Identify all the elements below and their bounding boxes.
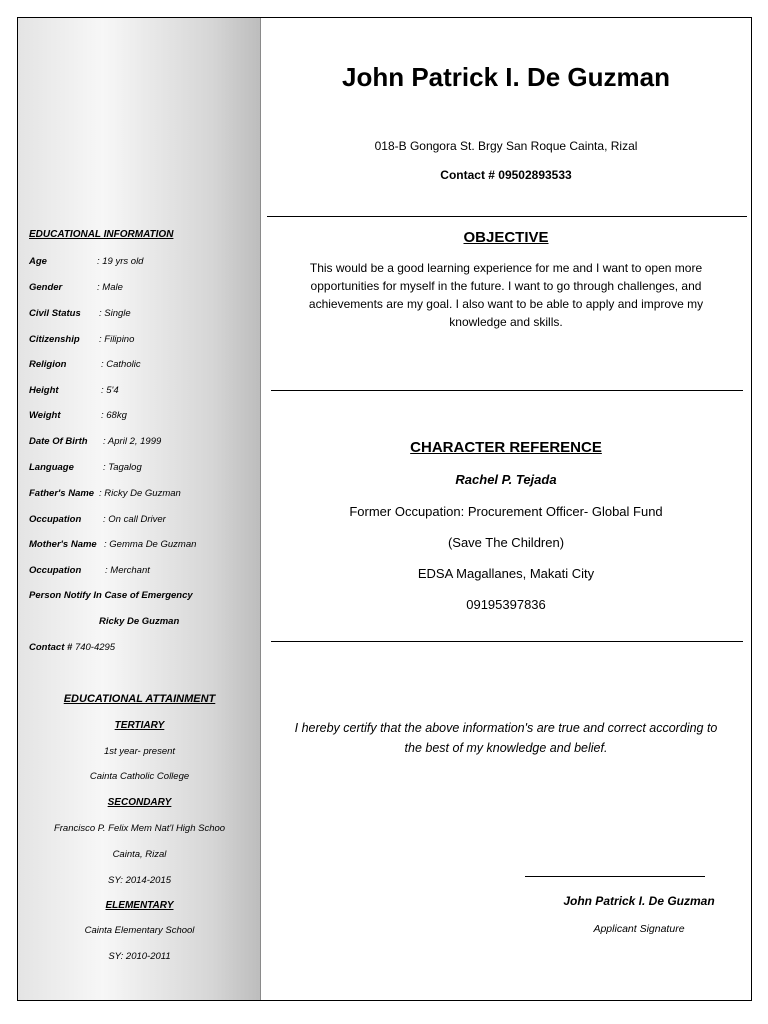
emergency-name: Ricky De Guzman <box>99 616 180 627</box>
field-value: : Filipino <box>99 334 135 345</box>
sidebar <box>18 18 261 1000</box>
field-label: Age <box>29 256 47 267</box>
field-value: : April 2, 1999 <box>103 436 162 447</box>
resume-page <box>17 17 752 1001</box>
elementary-school: Cainta Elementary School <box>84 925 195 936</box>
emergency-contact-label: Contact # <box>29 642 73 653</box>
field-label: Gender <box>29 282 63 293</box>
field-label: Religion <box>29 359 67 370</box>
field-date-of-birth <box>29 436 162 447</box>
secondary-heading: SECONDARY <box>107 797 172 808</box>
educational-attainment-heading: EDUCATIONAL ATTAINMENT <box>63 693 216 705</box>
applicant-name: John Patrick I. De Guzman <box>342 62 670 92</box>
reference-phone: 09195397836 <box>466 597 546 612</box>
objective-line: This would be a good learning experience for me and I want to open more <box>309 261 703 275</box>
field-value: : Gemma De Guzman <box>104 539 197 550</box>
certification-line: the best of my knowledge and belief. <box>404 741 608 755</box>
field-citizenship <box>29 334 135 345</box>
objective-line: opportunities for myself in the future. I want to go through challenges, and <box>310 279 702 293</box>
contact-number: Contact # 09502893533 <box>440 168 572 182</box>
main-content <box>261 18 751 1000</box>
objective-heading: OBJECTIVE <box>463 229 549 246</box>
field-value: : Ricky De Guzman <box>99 488 181 499</box>
field-mother-occupation <box>29 565 150 576</box>
field-label: Civil Status <box>29 308 81 319</box>
field-gender <box>29 282 123 293</box>
address: 018-B Gongora St. Brgy San Roque Cainta, Rizal <box>374 139 638 153</box>
objective-text <box>261 259 751 331</box>
field-label: Occupation <box>29 565 82 576</box>
field-label: Date Of Birth <box>29 436 88 447</box>
field-label: Citizenship <box>29 334 80 345</box>
divider <box>271 390 743 391</box>
field-value: : 68kg <box>101 410 127 421</box>
character-reference-heading: CHARACTER REFERENCE <box>410 439 602 456</box>
reference-organization: (Save The Children) <box>447 535 565 550</box>
reference-name: Rachel P. Tejada <box>455 472 557 487</box>
field-label: Occupation <box>29 514 82 525</box>
elementary-sy: SY: 2010-2011 <box>108 951 171 962</box>
emergency-label: Person Notify In Case of Emergency <box>29 590 193 601</box>
field-fathers-name <box>29 488 181 499</box>
field-label: Father's Name <box>29 488 95 499</box>
field-father-occupation <box>29 514 166 525</box>
reference-occupation: Former Occupation: Procurement Officer- Global Fund <box>349 504 663 519</box>
field-label: Mother's Name <box>29 539 97 550</box>
signature-name: John Patrick I. De Guzman <box>563 894 715 908</box>
elementary-heading: ELEMENTARY <box>105 900 174 911</box>
certification-line: I hereby certify that the above information's are true and correct according to <box>294 721 718 735</box>
objective-line: achievements are my goal. I also want to be able to apply and improve my <box>308 297 704 311</box>
signature-line <box>525 876 705 877</box>
tertiary-heading: TERTIARY <box>114 720 165 731</box>
divider <box>271 641 743 642</box>
field-value: : Male <box>97 282 123 293</box>
field-value: : Single <box>99 308 131 319</box>
field-value: : 19 yrs old <box>97 256 144 267</box>
field-mothers-name <box>29 539 197 550</box>
tertiary-school: Cainta Catholic College <box>89 771 190 782</box>
tertiary-year: 1st year- present <box>103 746 176 757</box>
field-language <box>29 462 142 473</box>
field-weight <box>29 410 127 421</box>
secondary-location: Cainta, Rizal <box>112 849 167 860</box>
field-label: Language <box>29 462 74 473</box>
emergency-contact-value: 740-4295 <box>74 642 116 653</box>
field-label: Height <box>29 385 59 396</box>
field-civil-status <box>29 308 131 319</box>
objective-line: knowledge and skills. <box>449 315 563 329</box>
field-height <box>29 385 119 396</box>
reference-address: EDSA Magallanes, Makati City <box>417 566 595 581</box>
signature-caption: Applicant Signature <box>593 923 685 935</box>
field-value: : Catholic <box>101 359 141 370</box>
secondary-school: Francisco P. Felix Mem Nat'l High Schoo <box>53 823 226 834</box>
educational-information-heading: EDUCATIONAL INFORMATION <box>29 229 174 240</box>
divider <box>267 216 747 217</box>
field-religion <box>29 359 141 370</box>
field-value: : Merchant <box>105 565 150 576</box>
emergency-contact-row <box>29 642 115 653</box>
certification-text <box>261 718 751 758</box>
field-label: Weight <box>29 410 61 421</box>
field-value: : On call Driver <box>103 514 166 525</box>
field-age <box>29 256 144 267</box>
secondary-sy: SY: 2014-2015 <box>107 875 172 886</box>
field-value: : 5'4 <box>101 385 119 396</box>
field-value: : Tagalog <box>103 462 142 473</box>
